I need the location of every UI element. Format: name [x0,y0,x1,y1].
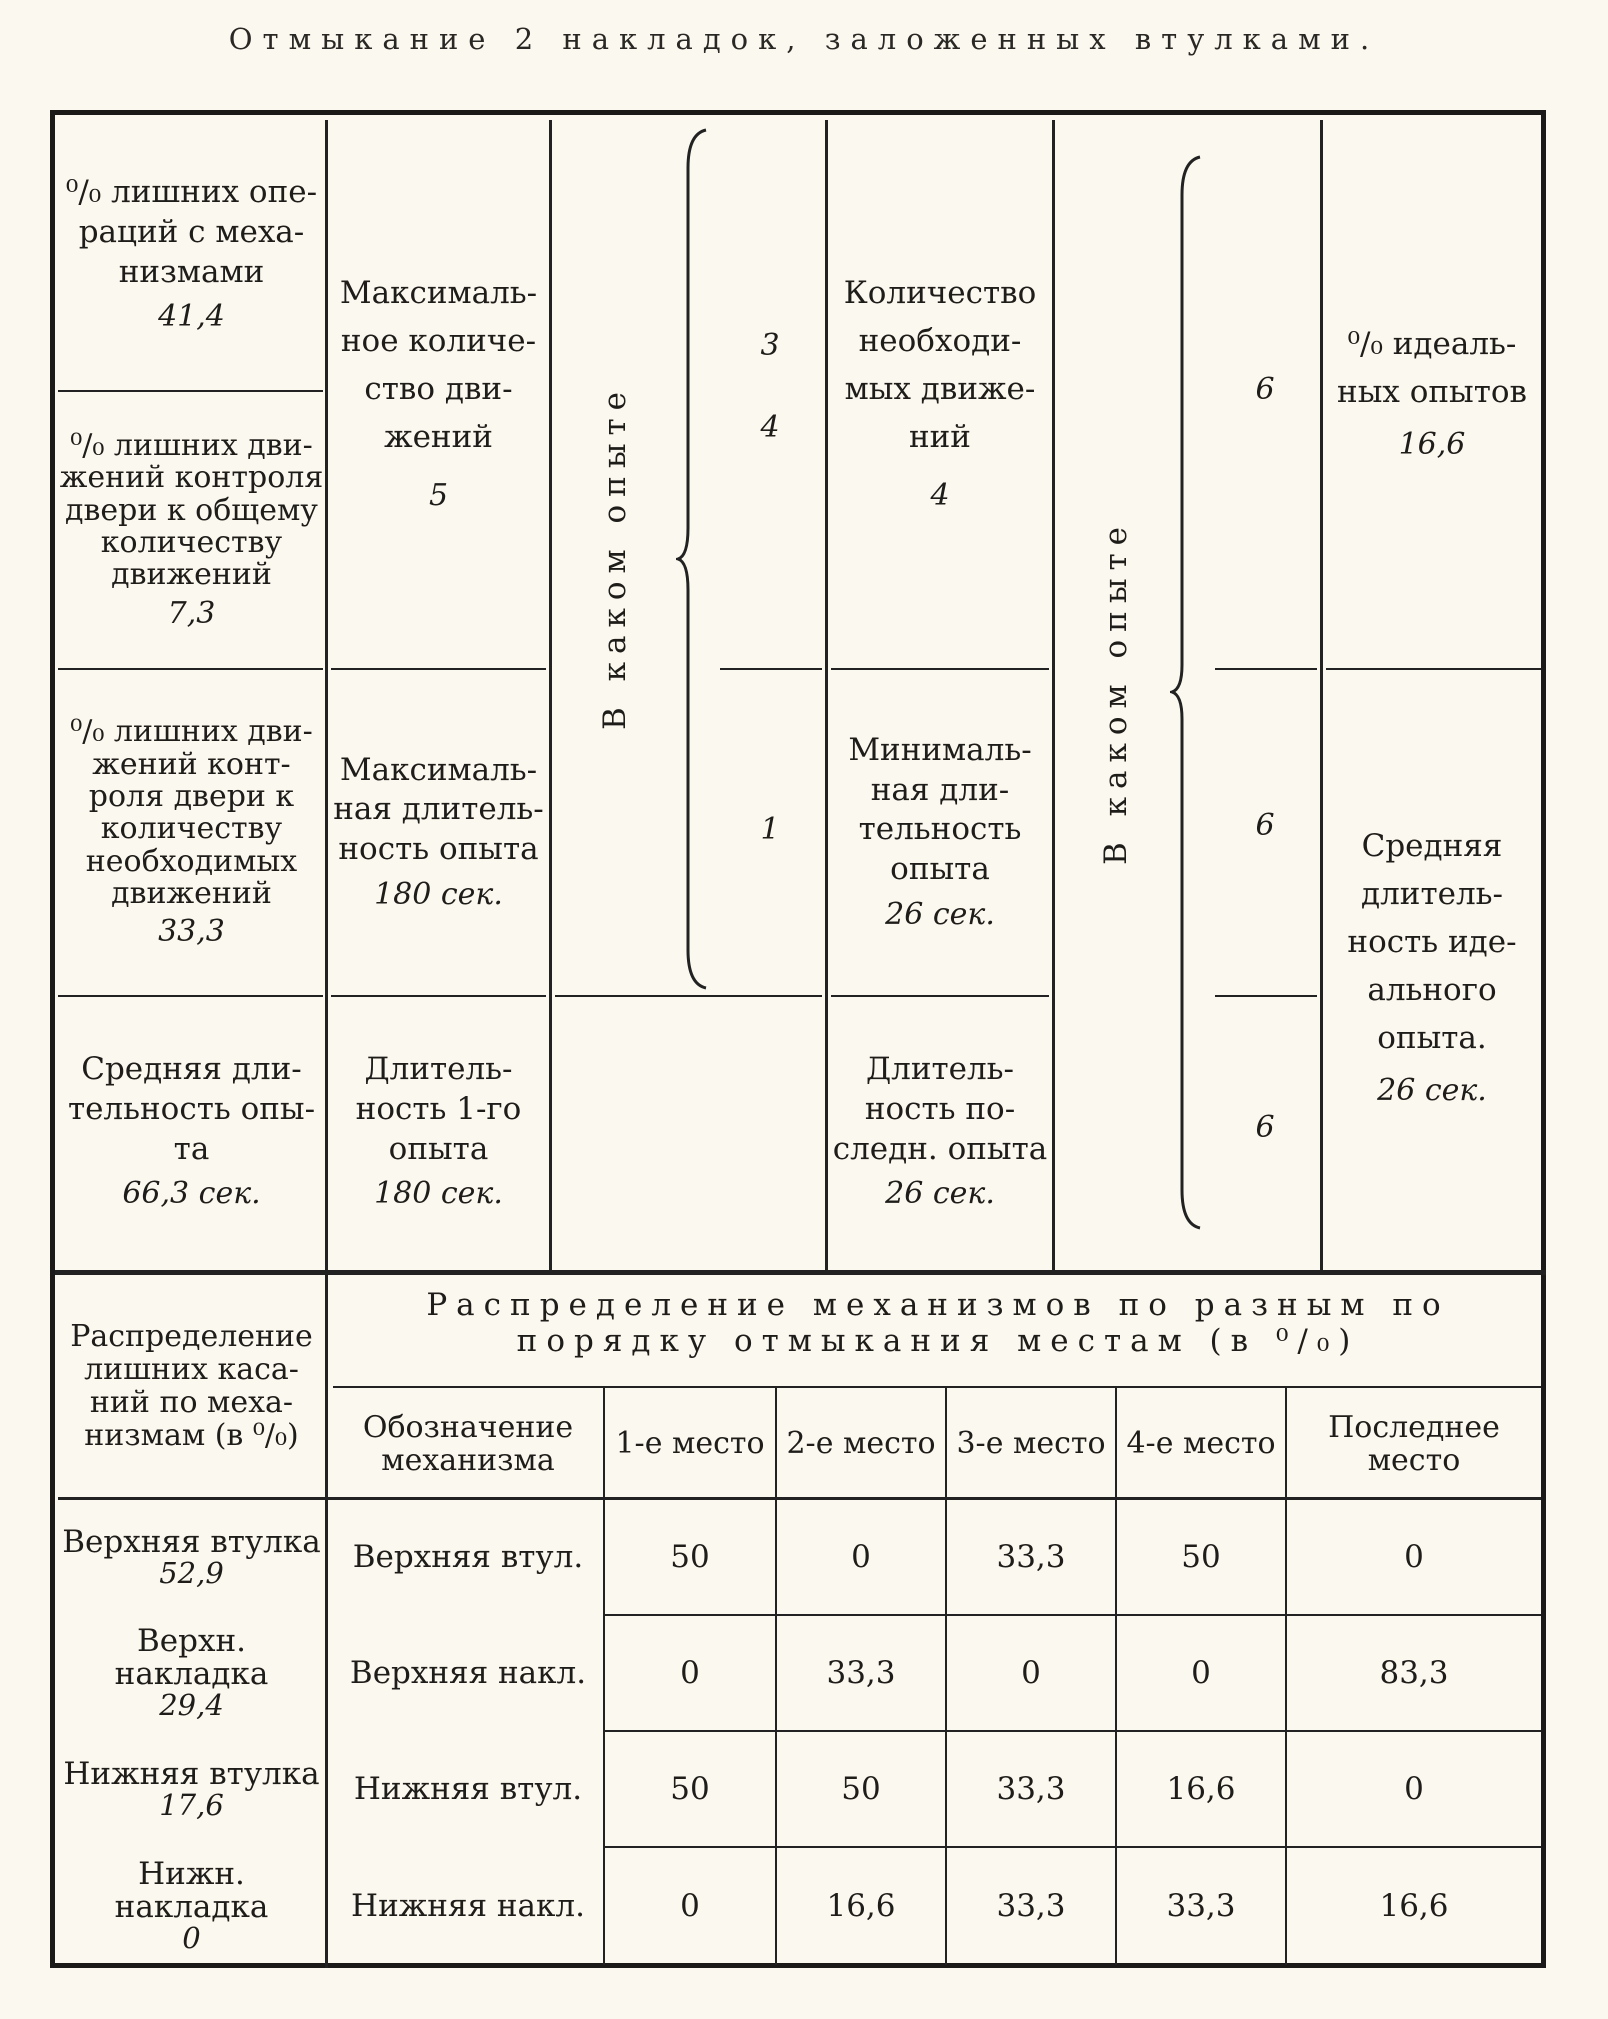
cell-line: Длитель- [364,1051,513,1088]
cell-line: мых движе- [844,370,1036,407]
row-label-text: Верхняя втулка [62,1523,321,1560]
cell-line: необходи- [858,322,1022,359]
table-cell: 0 [1191,1655,1211,1691]
table-cell: 33,3 [1166,1888,1236,1924]
experiment-label-1: В каком опыте [597,384,633,730]
table-cell: 0 [680,1655,700,1691]
cell-line: опыта. [1377,1020,1487,1057]
cell-line: Средняя [1361,828,1503,865]
divider [1215,668,1317,670]
experiment-number: 4 [760,410,780,445]
cell-line: ность опыта [338,831,539,868]
experiment-number: 6 [1255,808,1275,843]
table-cell: 0 [1404,1771,1424,1807]
excess-door-moves-total-cell [58,392,325,668]
cell-line: опыта [388,1130,489,1167]
divider [333,1386,1541,1388]
divider [720,668,822,670]
table-cell: 33,3 [996,1539,1066,1575]
table-cell: 50 [841,1771,881,1807]
page-title: Отмыкание 2 накладок, заложенных втулками. [228,22,1380,56]
table-cell: 33,3 [996,1888,1066,1924]
cell-line: ального [1367,972,1497,1009]
cell-value: 4 [930,477,950,513]
cell-line: жений конт- [92,746,291,782]
table-cell: 16,6 [1379,1888,1449,1924]
last-duration-cell [828,997,1052,1267]
cell-line: количеству [100,525,283,560]
col-header-place-2: 2-е место [786,1426,936,1461]
row-label-text: Нижн. накладка [114,1856,269,1925]
cell-line: раций с меха- [78,213,305,250]
cell-line: опыта [890,850,990,887]
header-line: порядку отмыкания местам (в ⁰/₀) [516,1322,1360,1359]
row-label [58,1848,325,1964]
first-duration-cell [328,997,549,1267]
mechanism-name: Нижняя накл. [351,1888,585,1924]
cell-value: 180 сек. [374,876,503,912]
table-cell: 16,6 [1166,1771,1236,1807]
brace-1 [676,128,716,990]
table-cell: 0 [680,1888,700,1924]
cell-line: следн. опыта [832,1130,1048,1167]
cell-line: ство дви- [364,370,513,407]
divider [549,120,552,1270]
needed-moves-cell [828,120,1052,668]
cell-line: ний [908,418,971,455]
col-header-place-4: 4-е место [1126,1426,1276,1461]
table-cell: 83,3 [1379,1655,1449,1691]
touch-distribution-header [58,1275,325,1497]
cell-line: ⁰/₀ лишних опе- [65,174,318,211]
table-cell: 0 [1404,1539,1424,1575]
cell-line: ность иде- [1347,924,1517,961]
cell-line: ная дли- [870,771,1010,808]
ideal-duration-cell [1323,670,1541,1267]
header-line: лишних каса- [84,1352,299,1387]
cell-value: 26 сек. [1377,1073,1487,1109]
cell-line: тельность [858,811,1022,848]
cell-line: низмами [118,253,265,290]
excess-operations-cell [58,120,325,390]
cell-line: движений [111,876,272,912]
cell-line: длитель- [1361,876,1503,913]
col-header-place-1: 1-е место [615,1426,765,1461]
cell-line: ных опытов [1337,373,1527,410]
row-label-value: 52,9 [159,1556,224,1591]
cell-line: роля двери к [88,778,295,814]
cell-line: Максималь- [339,274,538,311]
cell-value: 5 [428,477,449,513]
avg-duration-cell [58,997,325,1267]
table-cell: 0 [851,1539,871,1575]
experiment-number: 1 [760,812,780,847]
min-duration-cell [828,670,1052,995]
max-moves-cell [328,120,549,668]
row-label [58,1732,325,1846]
max-duration-cell [328,670,549,995]
cell-line: Минималь- [848,731,1032,768]
divider [555,995,822,997]
cell-line: Количество [843,274,1037,311]
table-cell: 50 [670,1771,710,1807]
excess-door-moves-needed-cell [58,670,325,995]
divider [1052,120,1055,1270]
cell-line: ⁰/₀ лишних дви- [70,714,313,750]
cell-line: ⁰/₀ идеаль- [1347,325,1517,362]
mechanism-name: Нижняя втул. [353,1771,583,1807]
table-cell: 50 [670,1539,710,1575]
cell-line: ная длитель- [333,791,544,828]
cell-value: 41,4 [158,299,225,335]
cell-line: Средняя дли- [81,1051,302,1088]
mechanism-name: Верхняя втул. [352,1539,584,1575]
cell-line: двери к общему [65,492,318,528]
cell-line: ное количе- [340,322,537,359]
cell-line: ность 1-го [355,1090,522,1127]
position-distribution-header [335,1288,1541,1359]
cell-line: ность по- [864,1090,1016,1127]
cell-line: тельность опы- [67,1090,316,1127]
row-label-value: 0 [182,1921,201,1956]
row-label-value: 29,4 [159,1688,224,1723]
col-header-last-place: Последнее место [1328,1409,1500,1478]
experiment-number: 3 [760,328,780,363]
row-label [58,1500,325,1614]
experiment-label-2: В каком опыте [1098,519,1134,865]
cell-line: Длитель- [865,1051,1015,1088]
cell-line: движений [111,557,272,593]
row-label-value: 17,6 [159,1788,224,1823]
cell-value: 7,3 [167,595,216,631]
col-header-place-3: 3-е место [956,1426,1106,1461]
ideal-percent-cell [1323,120,1541,668]
cell-line: жений [384,418,493,455]
cell-line: количеству [100,811,283,847]
row-label-text: Верхн. накладка [114,1623,269,1692]
cell-value: 33,3 [158,914,225,950]
experiment-number: 6 [1255,1110,1275,1145]
cell-value: 16,6 [1398,426,1466,462]
cell-value: 66,3 сек. [122,1176,261,1212]
cell-line: та [173,1130,210,1167]
divider [325,1275,328,1968]
mechanism-name: Верхняя накл. [349,1655,587,1691]
cell-value: 26 сек. [885,1176,995,1212]
cell-value: 26 сек. [885,896,995,932]
row-label [58,1616,325,1730]
cell-value: 180 сек. [374,1176,503,1212]
table-cell: 16,6 [826,1888,896,1924]
table-cell: 50 [1181,1539,1221,1575]
divider [1215,995,1317,997]
row-label-text: Нижняя втулка [63,1755,320,1792]
header-line: Распределение [70,1319,313,1354]
header-line: низмам (в ⁰/₀) [84,1418,299,1453]
cell-line: ⁰/₀ лишних дви- [70,427,313,463]
cell-line: жений контроля [59,460,324,496]
cell-line: Максималь- [339,751,538,788]
col-header-mechanism: Обозначение механизма [362,1409,574,1478]
table-cell: 0 [1021,1655,1041,1691]
experiment-number: 6 [1255,372,1275,407]
cell-line: необходимых [85,843,298,879]
header-line: Распределение механизмов по разным по [426,1287,1450,1323]
brace-2 [1170,155,1210,1230]
table-cell: 33,3 [996,1771,1066,1807]
header-line: ний по меха- [89,1385,294,1420]
table-cell: 33,3 [826,1655,896,1691]
